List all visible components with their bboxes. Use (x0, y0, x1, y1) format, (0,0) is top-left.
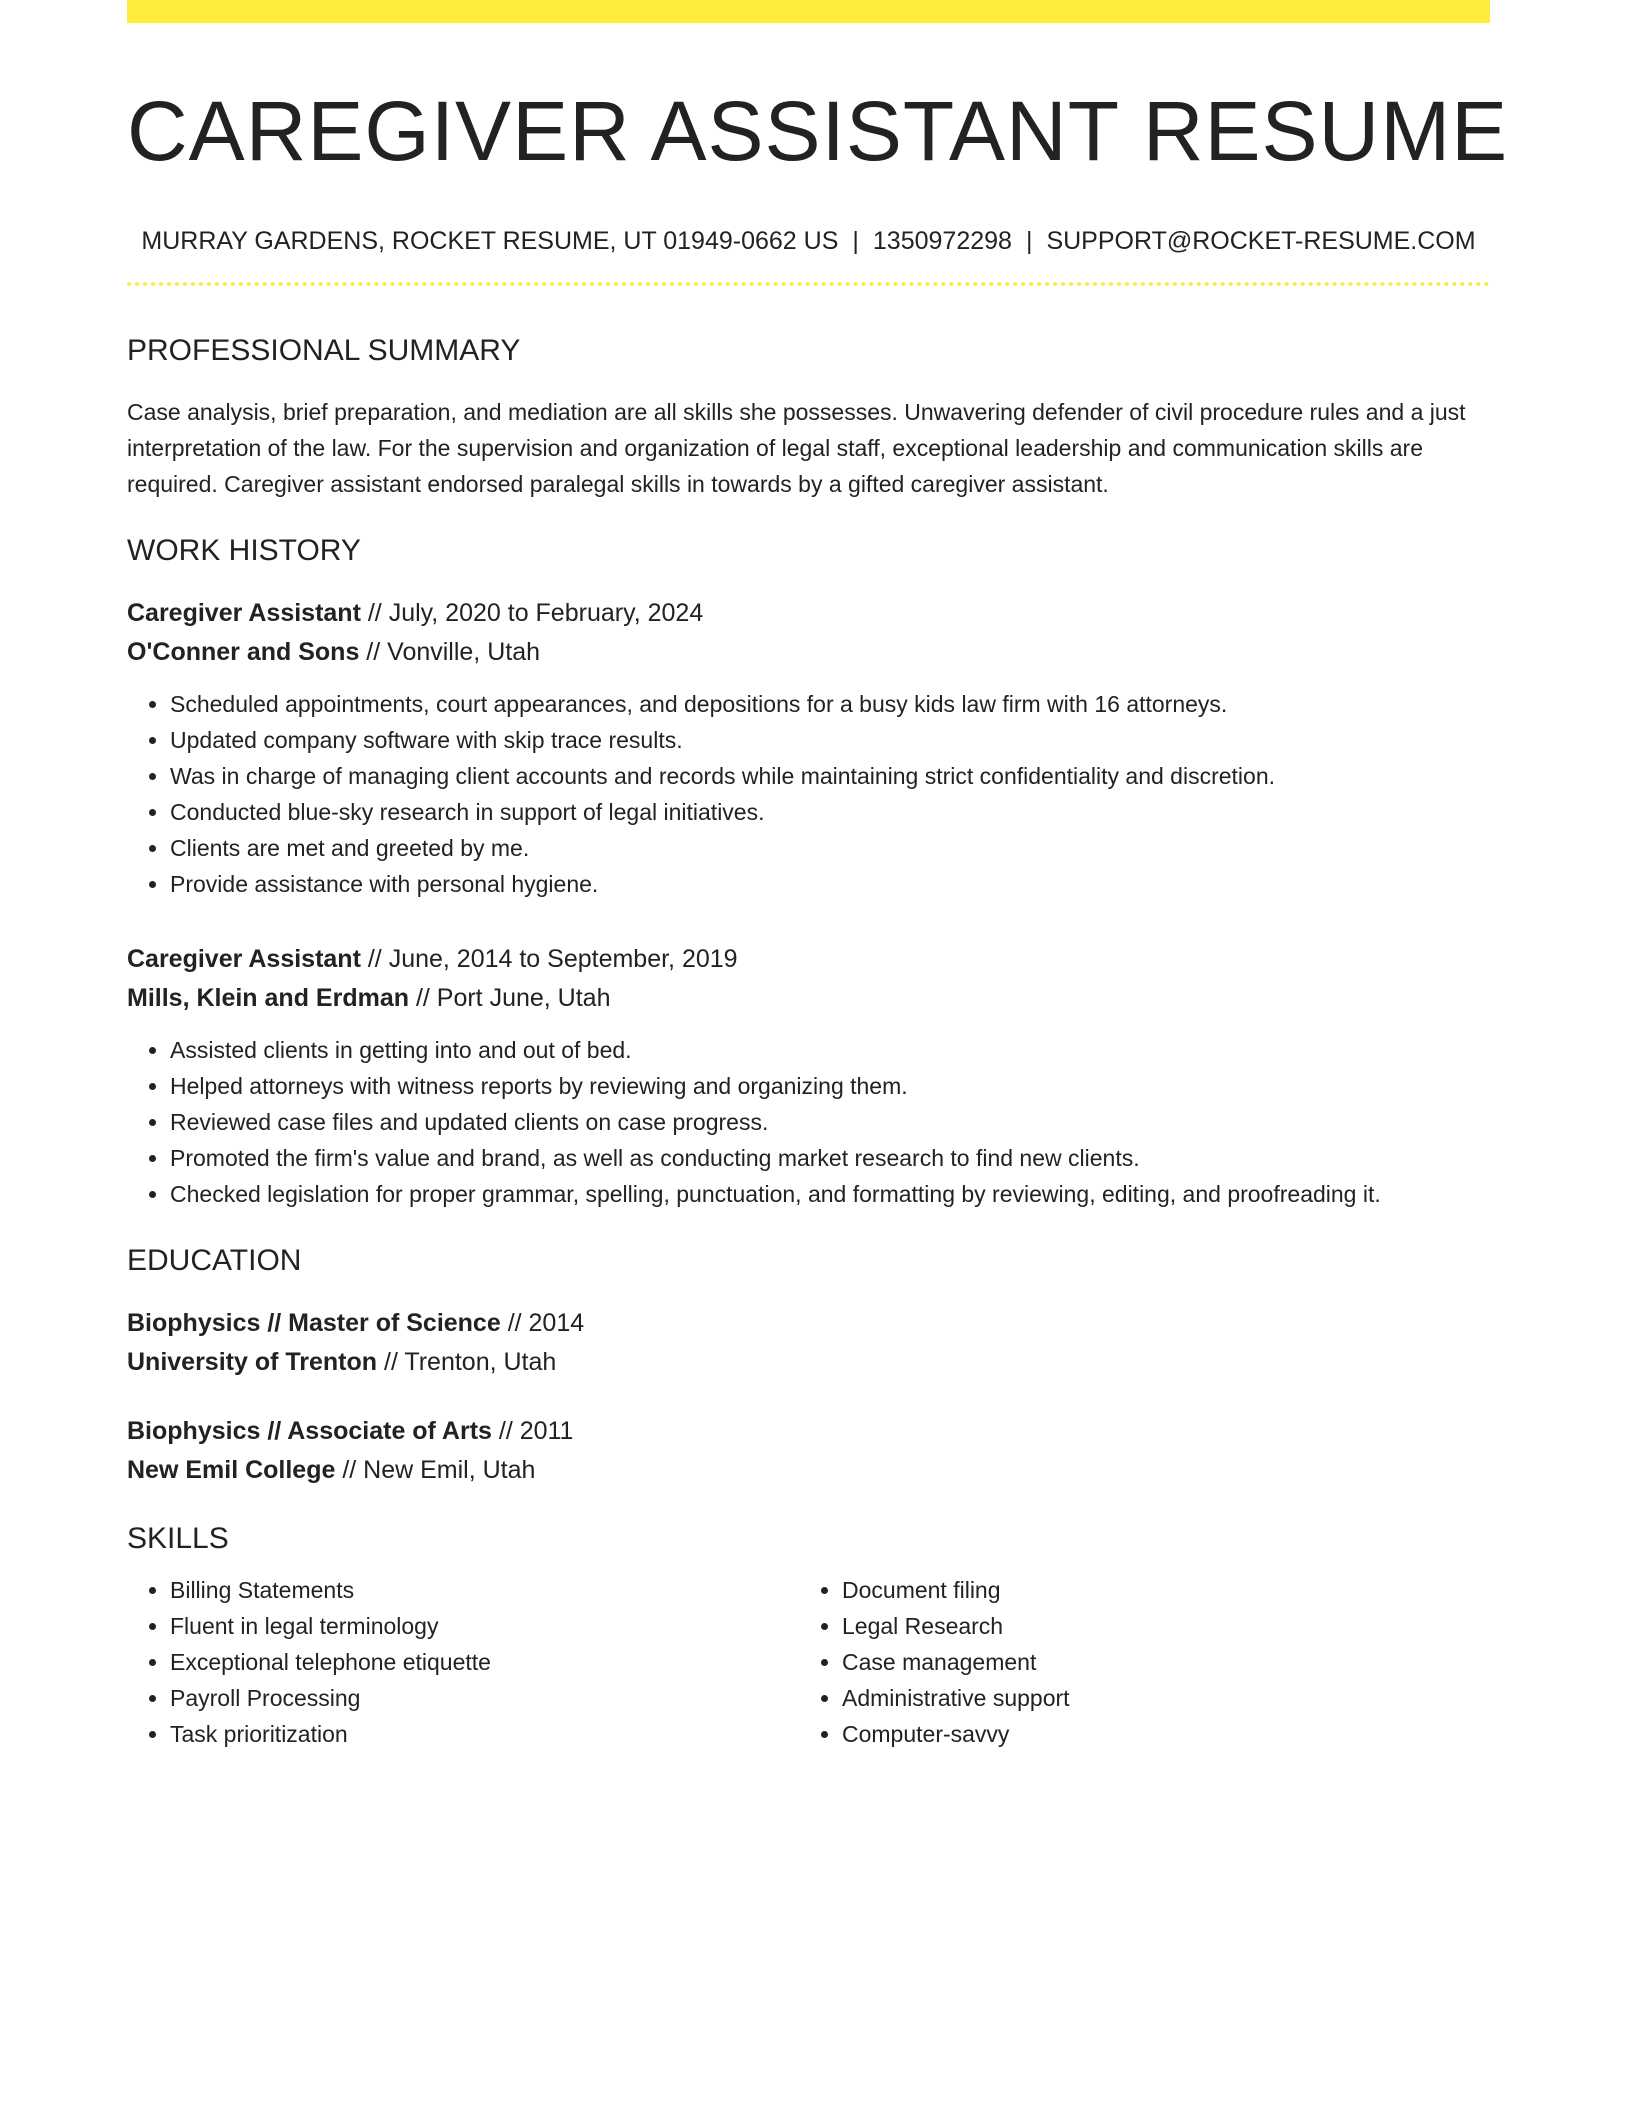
skill-item: • Payroll Processing (170, 1680, 799, 1716)
skills-column-left (127, 1572, 799, 1752)
job-bullet: • Checked legislation for proper grammar, spelling, punctuation, and formatting by reviewing, editing, and proofreading it. (170, 1176, 1490, 1212)
section-title-skills: SKILLS (127, 1522, 229, 1556)
job-role: Caregiver Assistant (127, 945, 361, 974)
education-degree: Biophysics // Master of Science (127, 1309, 501, 1338)
job-bullets (127, 1032, 1490, 1212)
skill-item: • Task prioritization (170, 1716, 799, 1752)
contact-email: SUPPORT@ROCKET-RESUME.COM (1046, 227, 1476, 256)
job-bullet: • Assisted clients in getting into and out of bed. (170, 1032, 1490, 1068)
education-school-line (127, 1451, 1490, 1490)
job-bullet: • Reviewed case files and updated clients on case progress. (170, 1104, 1490, 1140)
job-location: // Port June, Utah (409, 984, 611, 1013)
skills-list (799, 1572, 1471, 1752)
education-degree-line (127, 1304, 1490, 1343)
resume-title: CAREGIVER ASSISTANT RESUME (127, 84, 1509, 178)
skills-columns (127, 1572, 1490, 1752)
skill-item: • Billing Statements (170, 1572, 799, 1608)
contact-phone: 1350972298 (872, 227, 1012, 256)
contact-separator: | (1025, 227, 1033, 256)
section-title-work-history: WORK HISTORY (127, 534, 361, 568)
contact-line (127, 229, 1490, 254)
education-year: // 2011 (491, 1417, 574, 1446)
job-company: O'Conner and Sons (127, 638, 360, 667)
contact-separator: | (852, 227, 859, 256)
skill-item: • Exceptional telephone etiquette (170, 1644, 799, 1680)
job-role-line (127, 594, 1490, 633)
job-entry (127, 594, 1490, 902)
education-year: // 2014 (500, 1309, 585, 1338)
header-divider (127, 282, 1490, 286)
job-company-line (127, 633, 1490, 672)
skills-list (127, 1572, 799, 1752)
section-title-summary: PROFESSIONAL SUMMARY (127, 334, 521, 368)
job-role-line (127, 940, 1490, 979)
skill-item: • Document filing (842, 1572, 1471, 1608)
job-bullet: • Provide assistance with personal hygiene. (170, 866, 1490, 902)
job-location: // Vonville, Utah (359, 638, 541, 667)
skill-item: • Computer-savvy (842, 1716, 1471, 1752)
job-bullets (127, 686, 1490, 902)
job-bullet: • Clients are met and greeted by me. (170, 830, 1490, 866)
skill-item: • Administrative support (842, 1680, 1471, 1716)
skills-column-right (799, 1572, 1471, 1752)
education-school: New Emil College (127, 1456, 336, 1485)
education-degree-line (127, 1412, 1490, 1451)
resume-page (127, 0, 1509, 1752)
education-entry (127, 1304, 1490, 1382)
education-location: // New Emil, Utah (335, 1456, 536, 1485)
summary-text: Case analysis, brief preparation, and mediation are all skills she possesses. Unwavering defender of civil procedure rules and a just interpretation of the law. For the supervision and organization of legal staff, exceptional leadership and communication skills are required. Caregiver assistant endorsed paralegal skills in towards by a gifted caregiver assistant. (127, 399, 1466, 498)
skill-item: • Case management (842, 1644, 1471, 1680)
education-degree: Biophysics // Associate of Arts (127, 1417, 492, 1446)
job-bullet: • Conducted blue-sky research in support of legal initiatives. (170, 794, 1490, 830)
education-school: University of Trenton (127, 1348, 378, 1377)
skill-item: • Legal Research (842, 1608, 1471, 1644)
contact-address: MURRAY GARDENS, ROCKET RESUME, UT 01949-0662 US (141, 227, 839, 256)
job-entry (127, 940, 1490, 1212)
job-dates: // June, 2014 to September, 2019 (360, 945, 738, 974)
job-dates: // July, 2020 to February, 2024 (360, 599, 704, 628)
skill-item: • Fluent in legal terminology (170, 1608, 799, 1644)
education-entry (127, 1412, 1490, 1490)
job-company-line (127, 979, 1490, 1018)
job-company: Mills, Klein and Erdman (127, 984, 409, 1013)
job-bullet: • Was in charge of managing client accounts and records while maintaining strict confidentiality and discretion. (170, 758, 1490, 794)
accent-top-bar (127, 0, 1490, 23)
job-bullet: • Promoted the firm's value and brand, as well as conducting market research to find new clients. (170, 1140, 1490, 1176)
education-school-line (127, 1343, 1490, 1382)
education-location: // Trenton, Utah (377, 1348, 557, 1377)
section-title-education: EDUCATION (127, 1244, 302, 1278)
job-bullet: • Helped attorneys with witness reports by reviewing and organizing them. (170, 1068, 1490, 1104)
job-role: Caregiver Assistant (127, 599, 361, 628)
job-bullet: • Updated company software with skip trace results. (170, 722, 1490, 758)
job-bullet: • Scheduled appointments, court appearances, and depositions for a busy kids law firm with 16 attorneys. (170, 686, 1490, 722)
